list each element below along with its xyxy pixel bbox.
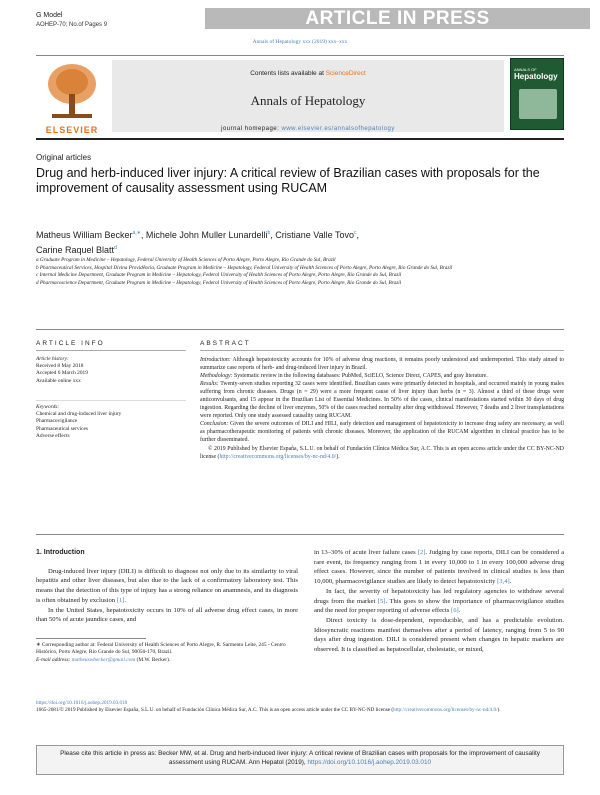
affiliations [36, 257, 476, 288]
divider [36, 350, 186, 351]
abstract-intro-label: Introduction: [200, 357, 231, 363]
body-column-right [314, 548, 564, 655]
journal-homepage [112, 125, 504, 133]
abstract-results-label: Results: [200, 381, 219, 388]
article-title: Drug and herb-induced liver injury: A critical review of Brazilian cases with proposals for the improvement of causality assessment using RUCAM [36, 166, 540, 195]
keywords-label: Keywords: [36, 404, 60, 410]
divider [36, 55, 564, 56]
keyword: Pharmaceutical services [36, 425, 88, 432]
citation-link[interactable]: [6] [451, 607, 459, 615]
affiliation: a Graduate Program in Medicine – Hepatology, Federal University of Health Sciences of Porto Alegre, Porto Alegre, Rio Grande do Sul, Brazil [36, 257, 336, 263]
sciencedirect-link[interactable]: ScienceDirect [325, 70, 366, 77]
author[interactable]: Matheus William Becker$^{a,∗}$, [36, 230, 146, 240]
article-section: Original articles [36, 153, 92, 162]
journal-cover [510, 58, 564, 130]
affiliation: b Pharmaceutical Services, Hospital Divina Providência, Graduate Program in Medicine – Hepatology, Federal University of Health Sciences of Porto Alegre, Porto Alegre, Rio Grande do Sul, Brazil [36, 264, 453, 271]
keyword: Pharmacovigilance [36, 418, 78, 425]
affiliation: d Pharmacoscience Department, Graduate Program in Medicine – Hepatology, Federal University of Health Sciences of Porto Alegre, Porto Alegre, Rio Grande do Sul, Brazil [36, 280, 402, 287]
divider [200, 350, 564, 351]
cover-image [519, 89, 557, 119]
author[interactable]: Michele John Muller Lunardelli$^b$, [145, 230, 276, 240]
license-link[interactable]: http://creativecommons.org/licenses/by-nc-nd/4.0/ [219, 453, 337, 460]
body-column-left [36, 548, 298, 625]
online-date: Available online xxx [36, 377, 81, 384]
email-line: E-mail address: matheuswbecker@gmail.com (M.W. Becker). [36, 656, 171, 663]
contents-prefix: Contents lists available at [250, 70, 326, 77]
abstract-conclusion: Given the severe outcomes of DILI and HILI, early detection and management of hepatotoxicity to increase drug safety are necessary, as well as pharmacotherapeutic monitoring of patients with chronic diseases. Moreover, the application of the RUCAM algorithm in clinical practice has to be further disseminated. [200, 421, 564, 444]
citation-box [36, 745, 564, 775]
abstract-methodology-label: Methodology: [200, 373, 233, 380]
license-line: 1665-2681/© 2019 Published by Elsevier España, S.L.U. on behalf of Fundación Clínica Médica Sur, A.C. This is an open access article under the CC BY-NC-ND license (http://creativecommons.org/licenses/by-nc-nd/4.0/). [36, 707, 501, 713]
author[interactable]: Cristiane Valle Tovo$^c$, [275, 230, 359, 240]
journal-title: Annals of Hepatology [250, 93, 366, 108]
received-date: Received 8 May 2018 [36, 363, 84, 370]
divider [36, 400, 186, 401]
citation-link[interactable]: [3,4] [497, 578, 510, 586]
keywords [36, 404, 186, 440]
abstract-copyright-end: ). [336, 453, 340, 460]
citation-text: Please cite this article in press as: Becker MW, et al. Drug and herb-induced liver injury: A critical review of Brazilian cases with proposals for the improvement of causality assessment using RUCAM. Ann Hepatol (2019), [60, 750, 540, 766]
paragraph: In fact, the severity of hepatotoxicity has led regulatory agencies to withdraw several drugs from the market [5]. This goes to show the importance of pharmacovigilance studies and the need for proper reporting of adverse effects [6]. [314, 587, 564, 615]
model-label: G Model [36, 12, 63, 19]
affiliation: c Internal Medicine Department, Graduate Program in Medicine – Hepatology, Federal University of Health Sciences of Porto Alegre, Porto Alegre, Rio Grande do Sul, Brazil [36, 272, 402, 279]
abstract-heading: ABSTRACT [200, 340, 251, 347]
article-history [36, 356, 186, 385]
author[interactable]: Carine Raquel Blatt$^d$ [36, 245, 117, 255]
article-in-press-banner: ARTICLE IN PRESS [205, 8, 590, 29]
pages-label: AOHEP-70; No.of Pages 9 [36, 22, 108, 28]
journal-reference[interactable]: Annals of Hepatology xxx (2019) xxx–xxx [252, 39, 348, 45]
keyword: Adverse effects [36, 432, 70, 439]
abstract-methodology: Systematic review in the following databases: PubMed, SciELO, Science Direct, CAPES, and gray literature. [232, 373, 488, 380]
doi-link[interactable]: https://doi.org/10.1016/j.aohep.2019.03.010 [36, 700, 128, 706]
homepage-prefix: journal homepage: [221, 126, 282, 132]
paragraph: Drug-induced liver injury (DILI) is difficult to diagnose not only due to its similarity to viral hepatitis and other liver diseases, but also due to the lack of a confirmatory laboratory test. This means that the detection of this type of injury has a strong reliance on anamnesis, and its diagnosis is often obtained by exclusion [1]. [36, 567, 298, 604]
accepted-date: Accepted 6 March 2019 [36, 370, 88, 377]
intro-heading: 1. Introduction [36, 549, 85, 556]
paragraph: in 13–30% of acute liver failure cases [2]. Judging by case reports, DILI can be considered a rare event, its frequency ranging from 1 in every 10,000 to 1 in every 100,000 adverse drug effect cases. However, since the number of patients involved in clinical studies is less than 10,000, pharmacovigilance studies are likely to detect hepatotoxicity [3,4]. [314, 549, 565, 586]
email-link[interactable]: matheuswbecker@gmail.com [71, 656, 136, 663]
elsevier-tree-logo [42, 60, 102, 122]
homepage-link[interactable]: www.elsevier.es/annalsofhepatology [281, 126, 395, 132]
abstract-body [200, 356, 564, 461]
cover-title: Hepatology [514, 72, 558, 81]
abstract-conclusion-label: Conclusion: [200, 421, 229, 428]
corresponding-author: ∗ Corresponding author at: Federal University of Health Sciences of Porto Alegre, R. Sarmento Leite, 245 - Centro Histórico, Porto Alegre, Rio Grande do Sul, 90050-170, Brazil. [36, 642, 286, 656]
article-info-heading: ARTICLE INFO [36, 340, 105, 347]
citation-link[interactable]: [5] [377, 597, 386, 605]
abstract-intro: Although hepatotoxicity accounts for 10% of adverse drug reactions, it remains poorly understood and underreported. This study aimed to summarize case reports of herb- and drug-induced liver injury in Brazil. [200, 357, 564, 372]
citation-link[interactable]: [2] [417, 549, 426, 556]
paragraph: In the United States, hepatotoxicity occurs in 10% of all adverse drug effect cases, in more than 50% of acute jaundice cases, and [36, 606, 298, 624]
doi-block [36, 700, 564, 714]
elsevier-wordmark: ELSEVIER [45, 125, 99, 135]
footnote [36, 642, 298, 664]
citation-link[interactable]: [1] [116, 596, 125, 604]
divider [36, 138, 564, 140]
history-label: Article history: [36, 356, 69, 362]
license-link[interactable]: http://creativecommons.org/licenses/by-nc-nd/4.0/ [393, 707, 498, 713]
footnote-divider [36, 638, 146, 639]
cover-small-text: ANNALS OF [514, 67, 537, 72]
citation-doi-link[interactable]: https://doi.org/10.1016/j.aohep.2019.03.010 [307, 758, 432, 766]
contents-line [112, 70, 504, 79]
keyword: Chemical and drug-induced liver injury [36, 411, 122, 418]
abstract-results: Twenty-seven studies reporting 32 cases were identified. Brazilian cases were primarily detected in hospitals, and occurred mainly in young males suffering from chronic diseases. Drugs (n = 29) were a more frequent cause of liver injury than herbs (n = 3). Almost a third of these drugs were anticonvulsants, and 15 appear in the Brazilian List of Essential Medicines. In 50% of the cases, clinical manifestations started within 30 days of drug ingestion. Regarding the decline of liver enzymes, 50% of the cases reached normality after drug withdrawal. However, 7 deaths and 2 liver transplantations were reported. Only one study assessed causality using RUCAM. [200, 381, 564, 420]
paragraph: Direct toxicity is dose-dependent, reproducible, and has a predictable evolution. Idiosyncratic reactions manifest themselves after a period of latency, ranging from 5 to 90 days after drug ingestion. DILI is considered present when changes in hepatic markers are observed. It is classified as hepatocellular, cholestatic, or mixed, [314, 616, 564, 654]
divider [36, 534, 564, 535]
abstract-copyright: © 2019 Published by Elsevier España, S.L.U. on behalf of Fundación Clínica Médica Sur, A.C. This is an open access article under the CC BY-NC-ND license ( [200, 445, 564, 460]
author-list [36, 227, 564, 257]
divider [36, 329, 564, 330]
